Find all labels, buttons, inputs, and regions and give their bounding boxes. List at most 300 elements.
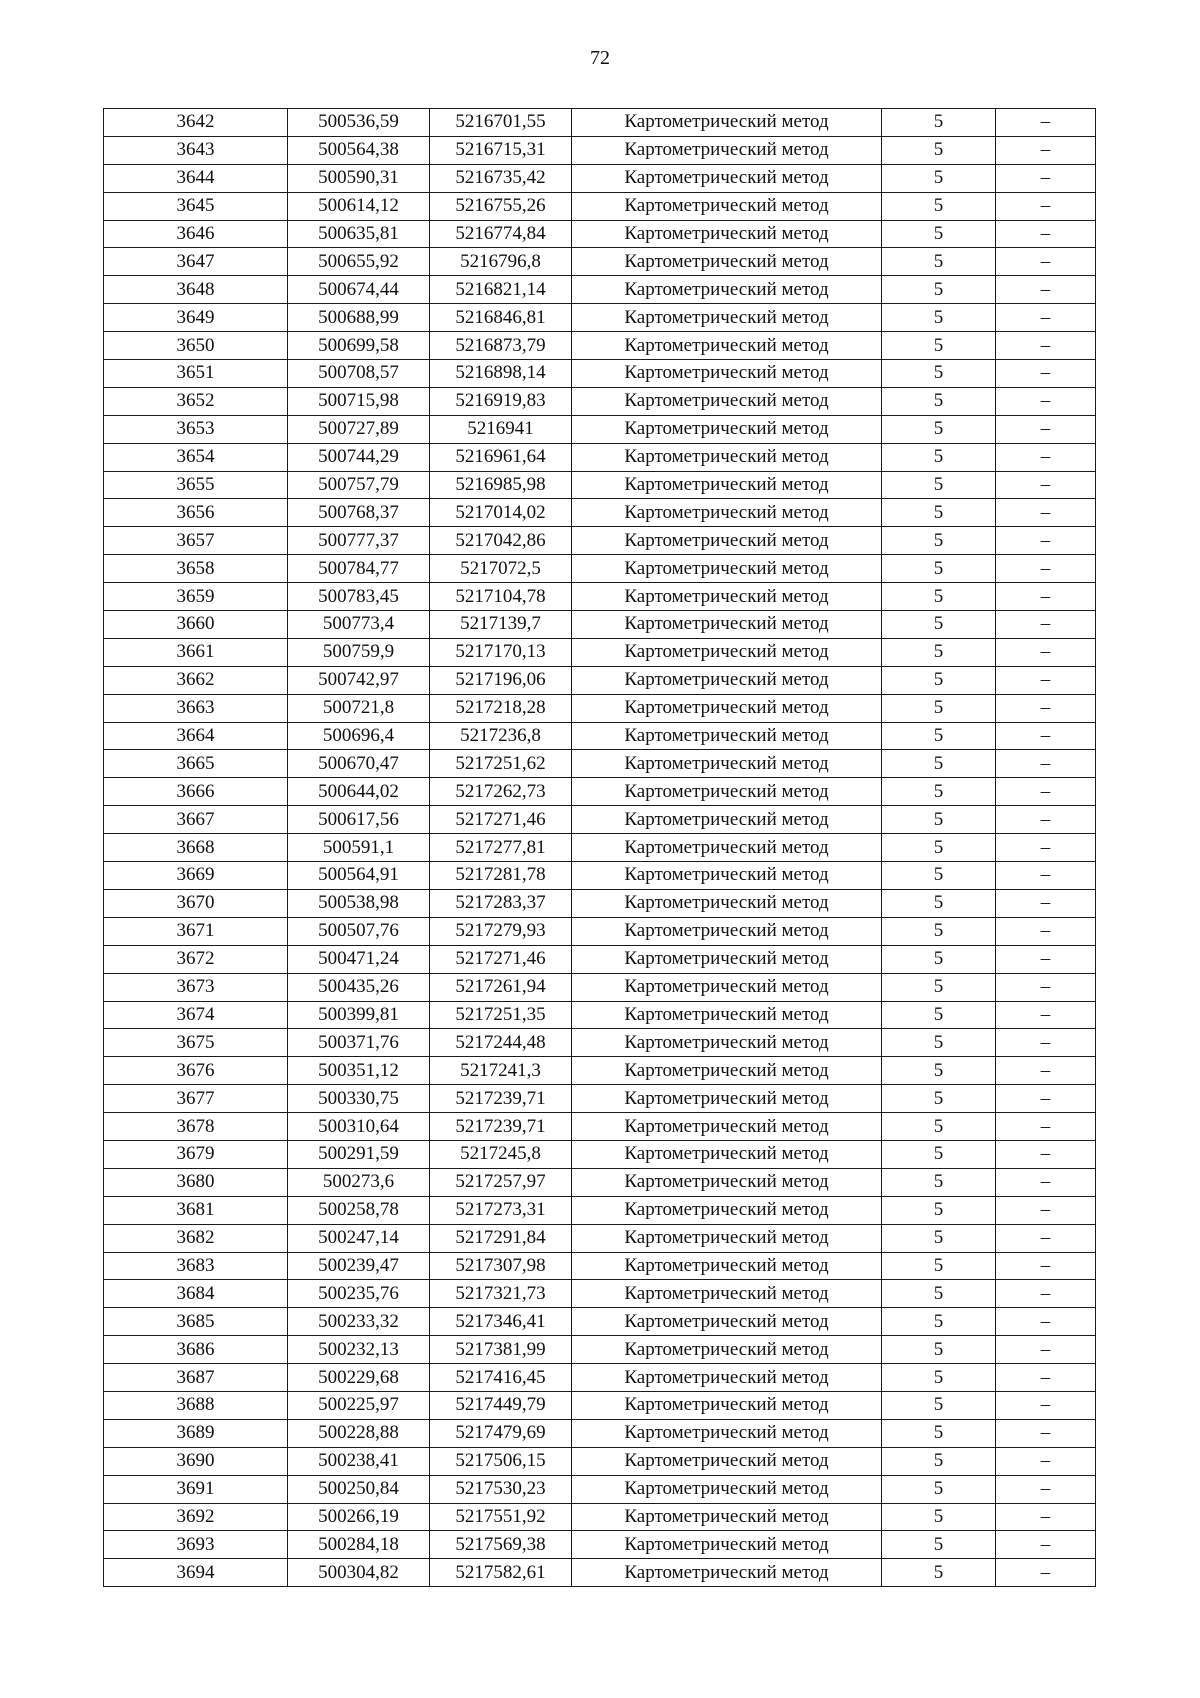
point-number-cell: 3684 bbox=[104, 1280, 288, 1308]
description-cell: – bbox=[996, 1447, 1096, 1475]
accuracy-cell: 5 bbox=[882, 583, 996, 611]
accuracy-cell: 5 bbox=[882, 1503, 996, 1531]
point-number-cell: 3664 bbox=[104, 722, 288, 750]
y-coordinate-cell: 5217196,06 bbox=[430, 666, 572, 694]
point-number-cell: 3661 bbox=[104, 638, 288, 666]
description-cell: – bbox=[996, 722, 1096, 750]
table-row bbox=[104, 1029, 1096, 1057]
accuracy-cell: 5 bbox=[882, 164, 996, 192]
x-coordinate-cell: 500727,89 bbox=[288, 415, 430, 443]
x-coordinate-cell: 500591,1 bbox=[288, 834, 430, 862]
y-coordinate-cell: 5217271,46 bbox=[430, 945, 572, 973]
description-cell: – bbox=[996, 694, 1096, 722]
accuracy-cell: 5 bbox=[882, 527, 996, 555]
description-cell: – bbox=[996, 387, 1096, 415]
accuracy-cell: 5 bbox=[882, 834, 996, 862]
description-cell: – bbox=[996, 1559, 1096, 1587]
y-coordinate-cell: 5216898,14 bbox=[430, 360, 572, 388]
x-coordinate-cell: 500688,99 bbox=[288, 304, 430, 332]
x-coordinate-cell: 500247,14 bbox=[288, 1224, 430, 1252]
x-coordinate-cell: 500768,37 bbox=[288, 499, 430, 527]
point-number-cell: 3642 bbox=[104, 109, 288, 137]
coordinates-table-body bbox=[104, 109, 1096, 1587]
y-coordinate-cell: 5216796,8 bbox=[430, 248, 572, 276]
method-cell: Картометрический метод bbox=[572, 192, 882, 220]
description-cell: – bbox=[996, 1085, 1096, 1113]
point-number-cell: 3644 bbox=[104, 164, 288, 192]
accuracy-cell: 5 bbox=[882, 611, 996, 639]
point-number-cell: 3672 bbox=[104, 945, 288, 973]
point-number-cell: 3660 bbox=[104, 611, 288, 639]
method-cell: Картометрический метод bbox=[572, 834, 882, 862]
y-coordinate-cell: 5216941 bbox=[430, 415, 572, 443]
method-cell: Картометрический метод bbox=[572, 806, 882, 834]
table-row bbox=[104, 1085, 1096, 1113]
point-number-cell: 3665 bbox=[104, 750, 288, 778]
method-cell: Картометрический метод bbox=[572, 889, 882, 917]
x-coordinate-cell: 500644,02 bbox=[288, 778, 430, 806]
table-row bbox=[104, 1475, 1096, 1503]
accuracy-cell: 5 bbox=[882, 1085, 996, 1113]
accuracy-cell: 5 bbox=[882, 638, 996, 666]
description-cell: – bbox=[996, 1531, 1096, 1559]
method-cell: Картометрический метод bbox=[572, 666, 882, 694]
accuracy-cell: 5 bbox=[882, 1252, 996, 1280]
x-coordinate-cell: 500655,92 bbox=[288, 248, 430, 276]
point-number-cell: 3683 bbox=[104, 1252, 288, 1280]
y-coordinate-cell: 5216755,26 bbox=[430, 192, 572, 220]
description-cell: – bbox=[996, 973, 1096, 1001]
table-row bbox=[104, 1196, 1096, 1224]
accuracy-cell: 5 bbox=[882, 1196, 996, 1224]
description-cell: – bbox=[996, 638, 1096, 666]
method-cell: Картометрический метод bbox=[572, 1029, 882, 1057]
y-coordinate-cell: 5217014,02 bbox=[430, 499, 572, 527]
accuracy-cell: 5 bbox=[882, 387, 996, 415]
method-cell: Картометрический метод bbox=[572, 1503, 882, 1531]
point-number-cell: 3691 bbox=[104, 1475, 288, 1503]
description-cell: – bbox=[996, 1364, 1096, 1392]
description-cell: – bbox=[996, 917, 1096, 945]
y-coordinate-cell: 5217239,71 bbox=[430, 1113, 572, 1141]
y-coordinate-cell: 5217170,13 bbox=[430, 638, 572, 666]
method-cell: Картометрический метод bbox=[572, 248, 882, 276]
x-coordinate-cell: 500371,76 bbox=[288, 1029, 430, 1057]
x-coordinate-cell: 500471,24 bbox=[288, 945, 430, 973]
y-coordinate-cell: 5216735,42 bbox=[430, 164, 572, 192]
point-number-cell: 3671 bbox=[104, 917, 288, 945]
y-coordinate-cell: 5216774,84 bbox=[430, 220, 572, 248]
x-coordinate-cell: 500258,78 bbox=[288, 1196, 430, 1224]
x-coordinate-cell: 500670,47 bbox=[288, 750, 430, 778]
y-coordinate-cell: 5216985,98 bbox=[430, 471, 572, 499]
table-row bbox=[104, 415, 1096, 443]
y-coordinate-cell: 5217530,23 bbox=[430, 1475, 572, 1503]
description-cell: – bbox=[996, 666, 1096, 694]
point-number-cell: 3662 bbox=[104, 666, 288, 694]
y-coordinate-cell: 5216701,55 bbox=[430, 109, 572, 137]
table-row bbox=[104, 220, 1096, 248]
table-row bbox=[104, 862, 1096, 890]
method-cell: Картометрический метод bbox=[572, 1140, 882, 1168]
accuracy-cell: 5 bbox=[882, 862, 996, 890]
x-coordinate-cell: 500564,38 bbox=[288, 136, 430, 164]
x-coordinate-cell: 500777,37 bbox=[288, 527, 430, 555]
table-row bbox=[104, 1447, 1096, 1475]
y-coordinate-cell: 5217479,69 bbox=[430, 1419, 572, 1447]
point-number-cell: 3670 bbox=[104, 889, 288, 917]
x-coordinate-cell: 500590,31 bbox=[288, 164, 430, 192]
y-coordinate-cell: 5216961,64 bbox=[430, 443, 572, 471]
table-row bbox=[104, 1336, 1096, 1364]
method-cell: Картометрический метод bbox=[572, 220, 882, 248]
description-cell: – bbox=[996, 164, 1096, 192]
description-cell: – bbox=[996, 332, 1096, 360]
table-row bbox=[104, 360, 1096, 388]
y-coordinate-cell: 5216821,14 bbox=[430, 276, 572, 304]
y-coordinate-cell: 5217281,78 bbox=[430, 862, 572, 890]
x-coordinate-cell: 500674,44 bbox=[288, 276, 430, 304]
method-cell: Картометрический метод bbox=[572, 750, 882, 778]
x-coordinate-cell: 500435,26 bbox=[288, 973, 430, 1001]
table-row bbox=[104, 164, 1096, 192]
accuracy-cell: 5 bbox=[882, 1057, 996, 1085]
accuracy-cell: 5 bbox=[882, 1224, 996, 1252]
x-coordinate-cell: 500266,19 bbox=[288, 1503, 430, 1531]
y-coordinate-cell: 5217506,15 bbox=[430, 1447, 572, 1475]
y-coordinate-cell: 5217236,8 bbox=[430, 722, 572, 750]
table-row bbox=[104, 1113, 1096, 1141]
x-coordinate-cell: 500783,45 bbox=[288, 583, 430, 611]
x-coordinate-cell: 500699,58 bbox=[288, 332, 430, 360]
table-row bbox=[104, 499, 1096, 527]
table-row bbox=[104, 750, 1096, 778]
accuracy-cell: 5 bbox=[882, 471, 996, 499]
accuracy-cell: 5 bbox=[882, 360, 996, 388]
x-coordinate-cell: 500235,76 bbox=[288, 1280, 430, 1308]
accuracy-cell: 5 bbox=[882, 136, 996, 164]
accuracy-cell: 5 bbox=[882, 1308, 996, 1336]
x-coordinate-cell: 500250,84 bbox=[288, 1475, 430, 1503]
method-cell: Картометрический метод bbox=[572, 638, 882, 666]
y-coordinate-cell: 5217245,8 bbox=[430, 1140, 572, 1168]
accuracy-cell: 5 bbox=[882, 1364, 996, 1392]
point-number-cell: 3645 bbox=[104, 192, 288, 220]
point-number-cell: 3676 bbox=[104, 1057, 288, 1085]
table-row bbox=[104, 722, 1096, 750]
point-number-cell: 3653 bbox=[104, 415, 288, 443]
accuracy-cell: 5 bbox=[882, 555, 996, 583]
x-coordinate-cell: 500721,8 bbox=[288, 694, 430, 722]
y-coordinate-cell: 5217244,48 bbox=[430, 1029, 572, 1057]
description-cell: – bbox=[996, 471, 1096, 499]
description-cell: – bbox=[996, 1503, 1096, 1531]
method-cell: Картометрический метод bbox=[572, 1057, 882, 1085]
description-cell: – bbox=[996, 192, 1096, 220]
table-row bbox=[104, 136, 1096, 164]
description-cell: – bbox=[996, 1252, 1096, 1280]
description-cell: – bbox=[996, 360, 1096, 388]
accuracy-cell: 5 bbox=[882, 276, 996, 304]
description-cell: – bbox=[996, 889, 1096, 917]
point-number-cell: 3693 bbox=[104, 1531, 288, 1559]
description-cell: – bbox=[996, 1336, 1096, 1364]
description-cell: – bbox=[996, 304, 1096, 332]
description-cell: – bbox=[996, 1475, 1096, 1503]
accuracy-cell: 5 bbox=[882, 248, 996, 276]
method-cell: Картометрический метод bbox=[572, 722, 882, 750]
table-row bbox=[104, 1168, 1096, 1196]
accuracy-cell: 5 bbox=[882, 220, 996, 248]
point-number-cell: 3663 bbox=[104, 694, 288, 722]
method-cell: Картометрический метод bbox=[572, 415, 882, 443]
method-cell: Картометрический метод bbox=[572, 304, 882, 332]
page-number: 72 bbox=[590, 47, 610, 69]
point-number-cell: 3675 bbox=[104, 1029, 288, 1057]
y-coordinate-cell: 5217381,99 bbox=[430, 1336, 572, 1364]
accuracy-cell: 5 bbox=[882, 1559, 996, 1587]
y-coordinate-cell: 5217307,98 bbox=[430, 1252, 572, 1280]
y-coordinate-cell: 5217551,92 bbox=[430, 1503, 572, 1531]
point-number-cell: 3674 bbox=[104, 1001, 288, 1029]
description-cell: – bbox=[996, 834, 1096, 862]
method-cell: Картометрический метод bbox=[572, 527, 882, 555]
description-cell: – bbox=[996, 945, 1096, 973]
accuracy-cell: 5 bbox=[882, 304, 996, 332]
y-coordinate-cell: 5216873,79 bbox=[430, 332, 572, 360]
point-number-cell: 3677 bbox=[104, 1085, 288, 1113]
table-row bbox=[104, 304, 1096, 332]
point-number-cell: 3657 bbox=[104, 527, 288, 555]
accuracy-cell: 5 bbox=[882, 1280, 996, 1308]
x-coordinate-cell: 500715,98 bbox=[288, 387, 430, 415]
method-cell: Картометрический метод bbox=[572, 555, 882, 583]
y-coordinate-cell: 5217569,38 bbox=[430, 1531, 572, 1559]
table-row bbox=[104, 611, 1096, 639]
x-coordinate-cell: 500507,76 bbox=[288, 917, 430, 945]
point-number-cell: 3668 bbox=[104, 834, 288, 862]
method-cell: Картометрический метод bbox=[572, 1364, 882, 1392]
method-cell: Картометрический метод bbox=[572, 1001, 882, 1029]
description-cell: – bbox=[996, 443, 1096, 471]
description-cell: – bbox=[996, 1168, 1096, 1196]
description-cell: – bbox=[996, 1057, 1096, 1085]
y-coordinate-cell: 5217251,35 bbox=[430, 1001, 572, 1029]
x-coordinate-cell: 500330,75 bbox=[288, 1085, 430, 1113]
y-coordinate-cell: 5217279,93 bbox=[430, 917, 572, 945]
table-row bbox=[104, 638, 1096, 666]
method-cell: Картометрический метод bbox=[572, 1085, 882, 1113]
accuracy-cell: 5 bbox=[882, 1447, 996, 1475]
method-cell: Картометрический метод bbox=[572, 1475, 882, 1503]
description-cell: – bbox=[996, 555, 1096, 583]
x-coordinate-cell: 500614,12 bbox=[288, 192, 430, 220]
accuracy-cell: 5 bbox=[882, 499, 996, 527]
method-cell: Картометрический метод bbox=[572, 1224, 882, 1252]
method-cell: Картометрический метод bbox=[572, 1447, 882, 1475]
method-cell: Картометрический метод bbox=[572, 1280, 882, 1308]
point-number-cell: 3647 bbox=[104, 248, 288, 276]
description-cell: – bbox=[996, 1029, 1096, 1057]
y-coordinate-cell: 5217251,62 bbox=[430, 750, 572, 778]
point-number-cell: 3689 bbox=[104, 1419, 288, 1447]
x-coordinate-cell: 500757,79 bbox=[288, 471, 430, 499]
x-coordinate-cell: 500284,18 bbox=[288, 1531, 430, 1559]
point-number-cell: 3685 bbox=[104, 1308, 288, 1336]
accuracy-cell: 5 bbox=[882, 332, 996, 360]
x-coordinate-cell: 500233,32 bbox=[288, 1308, 430, 1336]
table-row bbox=[104, 1001, 1096, 1029]
point-number-cell: 3658 bbox=[104, 555, 288, 583]
table-row bbox=[104, 443, 1096, 471]
accuracy-cell: 5 bbox=[882, 973, 996, 1001]
method-cell: Картометрический метод bbox=[572, 917, 882, 945]
accuracy-cell: 5 bbox=[882, 889, 996, 917]
y-coordinate-cell: 5217291,84 bbox=[430, 1224, 572, 1252]
y-coordinate-cell: 5217104,78 bbox=[430, 583, 572, 611]
x-coordinate-cell: 500744,29 bbox=[288, 443, 430, 471]
table-row bbox=[104, 1308, 1096, 1336]
table-row bbox=[104, 1364, 1096, 1392]
x-coordinate-cell: 500784,77 bbox=[288, 555, 430, 583]
point-number-cell: 3673 bbox=[104, 973, 288, 1001]
x-coordinate-cell: 500759,9 bbox=[288, 638, 430, 666]
point-number-cell: 3690 bbox=[104, 1447, 288, 1475]
method-cell: Картометрический метод bbox=[572, 1252, 882, 1280]
method-cell: Картометрический метод bbox=[572, 1559, 882, 1587]
table-row bbox=[104, 527, 1096, 555]
description-cell: – bbox=[996, 611, 1096, 639]
description-cell: – bbox=[996, 1391, 1096, 1419]
table-row bbox=[104, 583, 1096, 611]
accuracy-cell: 5 bbox=[882, 917, 996, 945]
point-number-cell: 3686 bbox=[104, 1336, 288, 1364]
method-cell: Картометрический метод bbox=[572, 1531, 882, 1559]
table-row bbox=[104, 778, 1096, 806]
x-coordinate-cell: 500536,59 bbox=[288, 109, 430, 137]
x-coordinate-cell: 500351,12 bbox=[288, 1057, 430, 1085]
point-number-cell: 3692 bbox=[104, 1503, 288, 1531]
description-cell: – bbox=[996, 499, 1096, 527]
method-cell: Картометрический метод bbox=[572, 1308, 882, 1336]
table-row bbox=[104, 1531, 1096, 1559]
accuracy-cell: 5 bbox=[882, 415, 996, 443]
accuracy-cell: 5 bbox=[882, 1419, 996, 1447]
x-coordinate-cell: 500696,4 bbox=[288, 722, 430, 750]
table-row bbox=[104, 1503, 1096, 1531]
table-row bbox=[104, 806, 1096, 834]
method-cell: Картометрический метод bbox=[572, 778, 882, 806]
description-cell: – bbox=[996, 276, 1096, 304]
y-coordinate-cell: 5217321,73 bbox=[430, 1280, 572, 1308]
point-number-cell: 3694 bbox=[104, 1559, 288, 1587]
description-cell: – bbox=[996, 109, 1096, 137]
table-row bbox=[104, 1419, 1096, 1447]
accuracy-cell: 5 bbox=[882, 192, 996, 220]
accuracy-cell: 5 bbox=[882, 666, 996, 694]
point-number-cell: 3650 bbox=[104, 332, 288, 360]
accuracy-cell: 5 bbox=[882, 1001, 996, 1029]
description-cell: – bbox=[996, 220, 1096, 248]
table-row bbox=[104, 1280, 1096, 1308]
method-cell: Картометрический метод bbox=[572, 1168, 882, 1196]
method-cell: Картометрический метод bbox=[572, 136, 882, 164]
x-coordinate-cell: 500239,47 bbox=[288, 1252, 430, 1280]
description-cell: – bbox=[996, 806, 1096, 834]
method-cell: Картометрический метод bbox=[572, 694, 882, 722]
method-cell: Картометрический метод bbox=[572, 973, 882, 1001]
table-row bbox=[104, 834, 1096, 862]
point-number-cell: 3649 bbox=[104, 304, 288, 332]
method-cell: Картометрический метод bbox=[572, 1113, 882, 1141]
x-coordinate-cell: 500304,82 bbox=[288, 1559, 430, 1587]
accuracy-cell: 5 bbox=[882, 1531, 996, 1559]
description-cell: – bbox=[996, 1419, 1096, 1447]
y-coordinate-cell: 5216846,81 bbox=[430, 304, 572, 332]
description-cell: – bbox=[996, 750, 1096, 778]
point-number-cell: 3656 bbox=[104, 499, 288, 527]
table-row bbox=[104, 192, 1096, 220]
accuracy-cell: 5 bbox=[882, 722, 996, 750]
accuracy-cell: 5 bbox=[882, 750, 996, 778]
x-coordinate-cell: 500232,13 bbox=[288, 1336, 430, 1364]
description-cell: – bbox=[996, 1224, 1096, 1252]
description-cell: – bbox=[996, 778, 1096, 806]
y-coordinate-cell: 5217042,86 bbox=[430, 527, 572, 555]
y-coordinate-cell: 5217239,71 bbox=[430, 1085, 572, 1113]
y-coordinate-cell: 5216715,31 bbox=[430, 136, 572, 164]
table-row bbox=[104, 1224, 1096, 1252]
description-cell: – bbox=[996, 415, 1096, 443]
x-coordinate-cell: 500617,56 bbox=[288, 806, 430, 834]
accuracy-cell: 5 bbox=[882, 778, 996, 806]
table-row bbox=[104, 889, 1096, 917]
method-cell: Картометрический метод bbox=[572, 945, 882, 973]
point-number-cell: 3679 bbox=[104, 1140, 288, 1168]
y-coordinate-cell: 5217449,79 bbox=[430, 1391, 572, 1419]
table-row bbox=[104, 248, 1096, 276]
accuracy-cell: 5 bbox=[882, 1029, 996, 1057]
x-coordinate-cell: 500773,4 bbox=[288, 611, 430, 639]
x-coordinate-cell: 500635,81 bbox=[288, 220, 430, 248]
y-coordinate-cell: 5217271,46 bbox=[430, 806, 572, 834]
table-row bbox=[104, 1252, 1096, 1280]
method-cell: Картометрический метод bbox=[572, 471, 882, 499]
table-row bbox=[104, 1559, 1096, 1587]
accuracy-cell: 5 bbox=[882, 694, 996, 722]
description-cell: – bbox=[996, 1140, 1096, 1168]
x-coordinate-cell: 500238,41 bbox=[288, 1447, 430, 1475]
x-coordinate-cell: 500273,6 bbox=[288, 1168, 430, 1196]
point-number-cell: 3678 bbox=[104, 1113, 288, 1141]
x-coordinate-cell: 500225,97 bbox=[288, 1391, 430, 1419]
y-coordinate-cell: 5217273,31 bbox=[430, 1196, 572, 1224]
y-coordinate-cell: 5217416,45 bbox=[430, 1364, 572, 1392]
x-coordinate-cell: 500538,98 bbox=[288, 889, 430, 917]
description-cell: – bbox=[996, 136, 1096, 164]
x-coordinate-cell: 500291,59 bbox=[288, 1140, 430, 1168]
table-row bbox=[104, 1391, 1096, 1419]
method-cell: Картометрический метод bbox=[572, 443, 882, 471]
method-cell: Картометрический метод bbox=[572, 1196, 882, 1224]
method-cell: Картометрический метод bbox=[572, 1419, 882, 1447]
point-number-cell: 3659 bbox=[104, 583, 288, 611]
method-cell: Картометрический метод bbox=[572, 1336, 882, 1364]
x-coordinate-cell: 500228,88 bbox=[288, 1419, 430, 1447]
x-coordinate-cell: 500229,68 bbox=[288, 1364, 430, 1392]
point-number-cell: 3667 bbox=[104, 806, 288, 834]
description-cell: – bbox=[996, 1308, 1096, 1336]
